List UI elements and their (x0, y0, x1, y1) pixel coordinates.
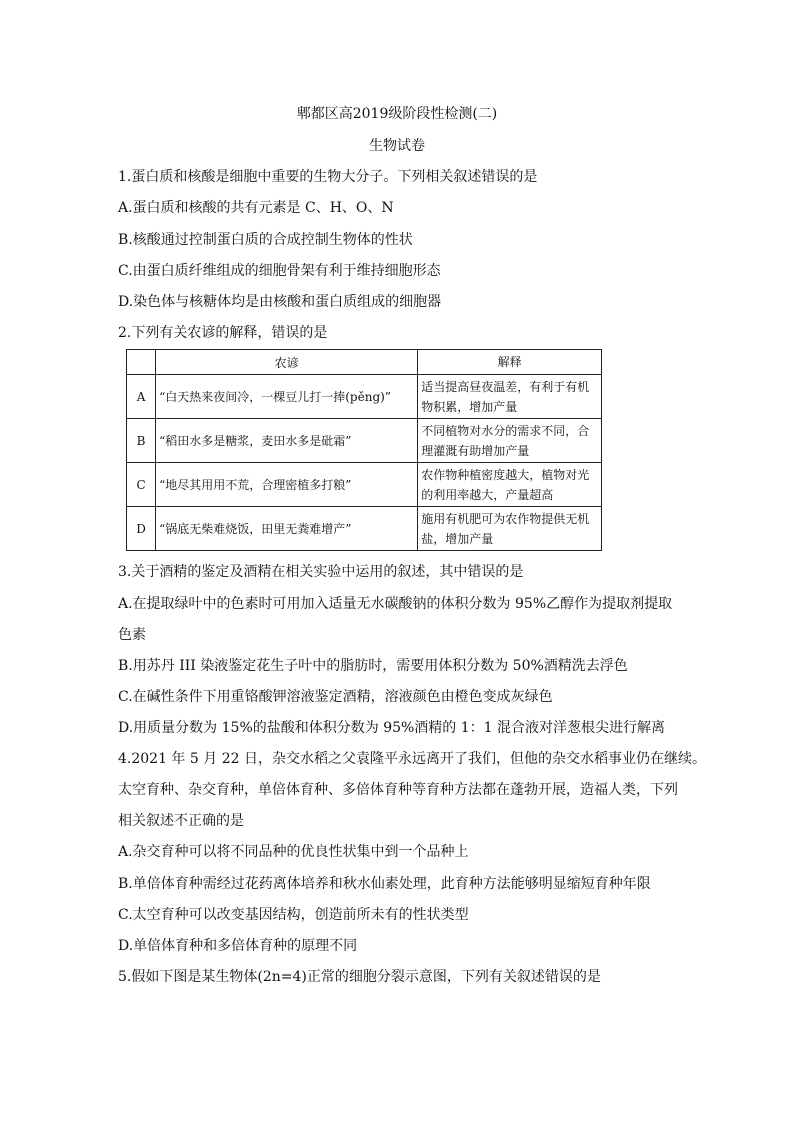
q3-stem: 3.关于酒精的鉴定及酒精在相关实验中运用的叙述，其中错误的是 (118, 564, 524, 580)
q4-option-d: D.单倍体育种和多倍体育种的原理不同 (118, 938, 358, 954)
row-explanation: 农作物种植密度越大，植物对光的利用率越大，产量超高 (418, 463, 602, 507)
q3-option-c: C.在碱性条件下用重铬酸钾溶液鉴定酒精，溶液颜色由橙色变成灰绿色 (118, 689, 553, 705)
q3-option-d: D.用质量分数为 15%的盐酸和体积分数为 95%酒精的 1：1 混合液对洋葱根尖进行解离 (118, 720, 666, 736)
proverb-table (126, 349, 602, 551)
row-explanation: 不同植物对水分的需求不同，合理灌溉有助增加产量 (418, 419, 602, 463)
table-row (127, 375, 602, 419)
q1-stem: 1.蛋白质和核酸是细胞中重要的生物大分子。下列相关叙述错误的是 (118, 169, 538, 185)
table-row (127, 507, 602, 551)
q4-option-b: B.单倍体育种需经过花药离体培养和秋水仙素处理，此育种方法能够明显缩短育种年限 (118, 876, 651, 892)
q1-option-a: A.蛋白质和核酸的共有元素是 C、H、O、N (118, 200, 394, 216)
q4-option-a: A.杂交育种可以将不同品种的优良性状集中到一个品种上 (118, 844, 469, 860)
row-proverb: “稻田水多是糖浆，麦田水多是砒霜” (156, 419, 418, 463)
row-letter: C (127, 463, 156, 507)
table-row (127, 419, 602, 463)
q4-stem-line2: 太空育种、杂交育种，单倍体育种、多倍体育种等育种方法都在蓬勃开展，造福人类，下列 (118, 782, 678, 798)
q3-option-a-cont: 色素 (118, 627, 146, 643)
table-header-row (127, 350, 602, 375)
row-letter: D (127, 507, 156, 551)
q4-stem-line3: 相关叙述不正确的是 (118, 813, 244, 829)
q3-option-a: A.在提取绿叶中的色素时可用加入适量无水碳酸钠的体积分数为 95%乙醇作为提取剂提取 (118, 596, 673, 612)
row-proverb: “白天热来夜间冷，一棵豆儿打一捧(pěng)” (156, 375, 418, 419)
row-proverb: “地尽其用用不荒，合理密植多打粮” (156, 463, 418, 507)
q4-stem-line1: 4.2021 年 5 月 22 日，杂交水稻之父袁隆平永远离开了我们，但他的杂交水稻事业仍在继续。 (118, 751, 706, 767)
table-header-proverb: 农谚 (156, 350, 418, 375)
q5-stem: 5.假如下图是某生物体(2n=4)正常的细胞分裂示意图，下列有关叙述错误的是 (118, 969, 601, 985)
q3-option-b: B.用苏丹 III 染液鉴定花生子叶中的脂肪时，需要用体积分数为 50%酒精洗去浮色 (118, 658, 628, 674)
row-letter: B (127, 419, 156, 463)
q2-stem: 2.下列有关农谚的解释，错误的是 (118, 325, 328, 341)
row-explanation: 适当提高昼夜温差，有利于有机物积累，增加产量 (418, 375, 602, 419)
exam-title: 郫都区高2019级阶段性检测(二) (296, 106, 498, 122)
row-proverb: “锅底无柴难烧饭，田里无粪难增产” (156, 507, 418, 551)
q1-option-b: B.核酸通过控制蛋白质的合成控制生物体的性状 (118, 232, 413, 248)
row-explanation: 施用有机肥可为农作物提供无机盐，增加产量 (418, 507, 602, 551)
exam-subtitle: 生物试卷 (369, 138, 425, 154)
q1-option-d: D.染色体与核糖体均是由核酸和蛋白质组成的细胞器 (118, 294, 442, 310)
table-header-explanation: 解释 (418, 350, 602, 375)
table-row (127, 463, 602, 507)
q1-option-c: C.由蛋白质纤维组成的细胞骨架有利于维持细胞形态 (118, 263, 441, 279)
row-letter: A (127, 375, 156, 419)
table-header-blank (127, 350, 156, 375)
q4-option-c: C.太空育种可以改变基因结构，创造前所未有的性状类型 (118, 907, 469, 923)
